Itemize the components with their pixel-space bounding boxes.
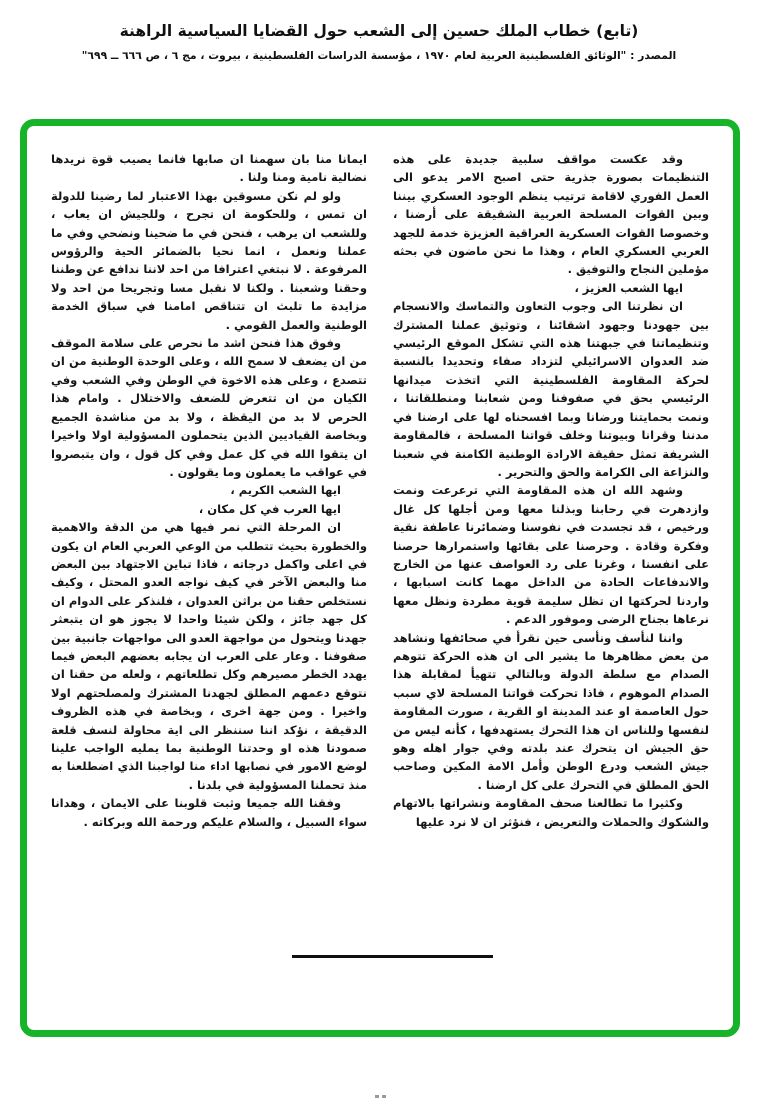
paragraph: وفوق هذا فنحن اشد ما نحرص على سلامة الموقف من ان يضعف لا سمح الله ، وعلى الوحدة الوطنية من ان تتصدع ، وعلى هذه الاخوة في الوطن وفي الشعب وفي الكيان من ان تتعرض للضعف والاختلال . وامام هذا الحرص لا بد من اليقظة ، ولا بد من مناشدة الجميع وبخاصة القياديين الذين يتحملون المسؤولية اولا واخيرا ان يتقوا الله في كل عمل وفي كل قول ، وان يتبصروا في عواقب ما يعملون وما يقولون .	[51, 336, 367, 479]
paragraph: ان المرحلة التي نمر فيها هي من الدقة والاهمية والخطورة بحيث تتطلب من الوعي العربي العام ان يكون في اعلى واكمل درجاته ، فاذا تباين الاجتهاد بين البعض منا والبعض الآخر في كيف نواجه العدو المحتل ، وكيف نستخلص حقنا من براثن العدوان ، فلنذكر على الدوام ان كل جهد جائز ، ولكن شيئا واحدا لا يجوز هو ان يتبعثر جهدنا ويتحول من مواجهة العدو الى مواجهات جانبية بين صفوفنا . وعار على العرب ان يجابه بعضهم البعض فيما يهدد الخطر مصيرهم وكل تطلعاتهم ، ولعله من حقنا ان نتوقع دعمهم المطلق لجهدنا المشترك ولمصلحتهم اولا واخيرا . ومن جهة اخرى ، وبخاصة في هذه الظروف الدقيقة ، نؤكد اننا سننظر الى اية محاولة لنسف قلعة صمودنا هذه او وحدتنا الوطنية بما يمليه الواجب علينا لوضع الامور في نصابها اداء منا لواجبنا الذي اضطلعنا به منذ تحملنا المسؤولية في بلدنا .	[51, 520, 367, 792]
paragraph: وفقنا الله جميعا وثبت قلوبنا على الايمان ، وهدانا سواء السبيل ، والسلام عليكم ورحمة الله وبركاته .	[51, 796, 367, 829]
source-line: المصدر : "الوثائق الفلسطينية العربية لعام ١٩٧٠ ، مؤسسة الدراسات الفلسطينية ، بيروت ، مج ٦ ، ص ٦٦٦ ــ ٦٩٩"	[81, 49, 677, 62]
paragraph: وقد عكست مواقف سلبية جديدة على هذه التنظيمات بصورة جذرية حتى اصبح الامر يدعو الى العمل الفوري لاقامة ترتيب ينظم الوجود العسكري بيننا وبين القوات المسلحة العربية الشقيقة على أرضنا ، وخصوصا القوات العسكرية العراقية العزيزة خدمة للجهد العربي العسكري العام ، وهذا ما نحن ماضون في بحثه مؤملين النجاح والتوفيق .	[393, 152, 709, 277]
paragraph: واننا لنأسف ونأسى حين نقرأ في صحائفها ونشاهد من بعض مظاهرها ما يشير الى ان هذه الحركة تتوهم الصدام مع سلطة الدولة وبالتالي تتهيأ لمقابلة هذا الصدام الموهوم ، فاذا تحركت قواتنا المسلحة لاي سبب حول العاصمة او عند المدينة او القرية ، صورت المقاومة لنفسها وللناس ان هذا التحرك يستهدفها ، كأنه ليس من حق الجيش ان يتحرك عند بلدته وفي جوار اهله وهو جيش الشعب ودرع الوطن وأمل الامة المكين وصاحب الحق المطلق في التحرك على كل ارضنا .	[393, 630, 709, 792]
paragraph: وشهد الله ان هذه المقاومة التي ترعرعت ونمت وازدهرت في رحابنا وبذلنا معها ومن أجلها كل غال ورخيص ، قد تجسدت في نفوسنا وضمائرنا عاطفة نقية وفكرة وقادة . وحرصنا على بقائها واستمرارها حرصنا على انفسنا ، وغرنا على رد العواصف عنها من الخارج والاندفاعات الحادة من الداخل مهما كانت اسبابها ، واردنا لحركتها ان تظل سليمة قوية مطردة ونظل معها نرعاها بجناح الرضى وموفور الدعم .	[393, 483, 709, 627]
right-column	[393, 150, 709, 938]
document-body	[27, 126, 733, 1030]
two-column-text	[51, 150, 709, 938]
page-title: (تابع) خطاب الملك حسين إلى الشعب حول القضايا السياسية الراهنة	[119, 22, 639, 40]
paragraph: وكثيرا ما تطالعنا صحف المقاومة ونشراتها بالاتهام والشكوك والحملات والتعريض ، فنؤثر ان لا نرد عليها	[393, 796, 709, 829]
document-header	[0, 22, 758, 62]
document-page	[0, 22, 758, 1100]
salutation-line: ايها الشعب الكريم ،	[230, 483, 341, 498]
salutation-line: ايها الشعب العزيز ،	[574, 280, 683, 295]
paragraph: ولو لم نكن مسوقين بهذا الاعتبار لما رضينا للدولة ان تمس ، وللحكومة ان تجرح ، وللجيش ان يعاب ، وللشعب ان يرهب ، فنحن في ما ضحينا ونضحي وفي ما عملنا ونعمل ، انما نحيا بالضمائر الحية والرؤوس المرفوعة . لا نبتغي اعترافا من احد لاننا ندافع عن وطننا وحقنا وشعبنا . ولكنا لا نقبل مسا وتجريحا من احد ولا مزايدة ما تلبث ان تتناقص امامنا في سباق الخدمة الوطنية والعمل القومي .	[51, 188, 367, 332]
left-column	[51, 150, 367, 938]
salutation-line: ايها العرب في كل مكان ،	[198, 501, 341, 516]
paragraph: ايمانا منا بان سهمنا ان صابها فانما يصيب قوة نريدها نضالية نامية ومنا ولنا .	[51, 152, 367, 185]
page-edge-marks	[375, 1095, 386, 1098]
paragraph: ان نظرتنا الى وجوب التعاون والتماسك والانسجام بين جهودنا وجهود اشقائنا ، وتوثيق عملنا المشترك وتنظيماتنا في جبهتنا هذه التي تشكل الموقع الرئيسي ضد العدوان الاسرائيلي لتزداد صفاء وتحديدا بالنسبة لحركة المقاومة الفلسطينية التي اتخذت ميدانها الرئيسي بحق في صفوفنا ومن شعابنا ومنطلقاتنا ، ونمت بحمايتنا ورضانا وبما افسحناه لها على ارضنا في مدننا وقرانا وبيوتنا وخلف قواتنا المسلحة ، فالمقاومة الشريفة تمثل حقيقة الارادة الوطنية الكامنة في شعبنا والنزاعة الى الكرامة والحق والتحرير .	[393, 299, 709, 479]
divider-line	[292, 955, 493, 958]
green-border-frame	[20, 119, 740, 1037]
